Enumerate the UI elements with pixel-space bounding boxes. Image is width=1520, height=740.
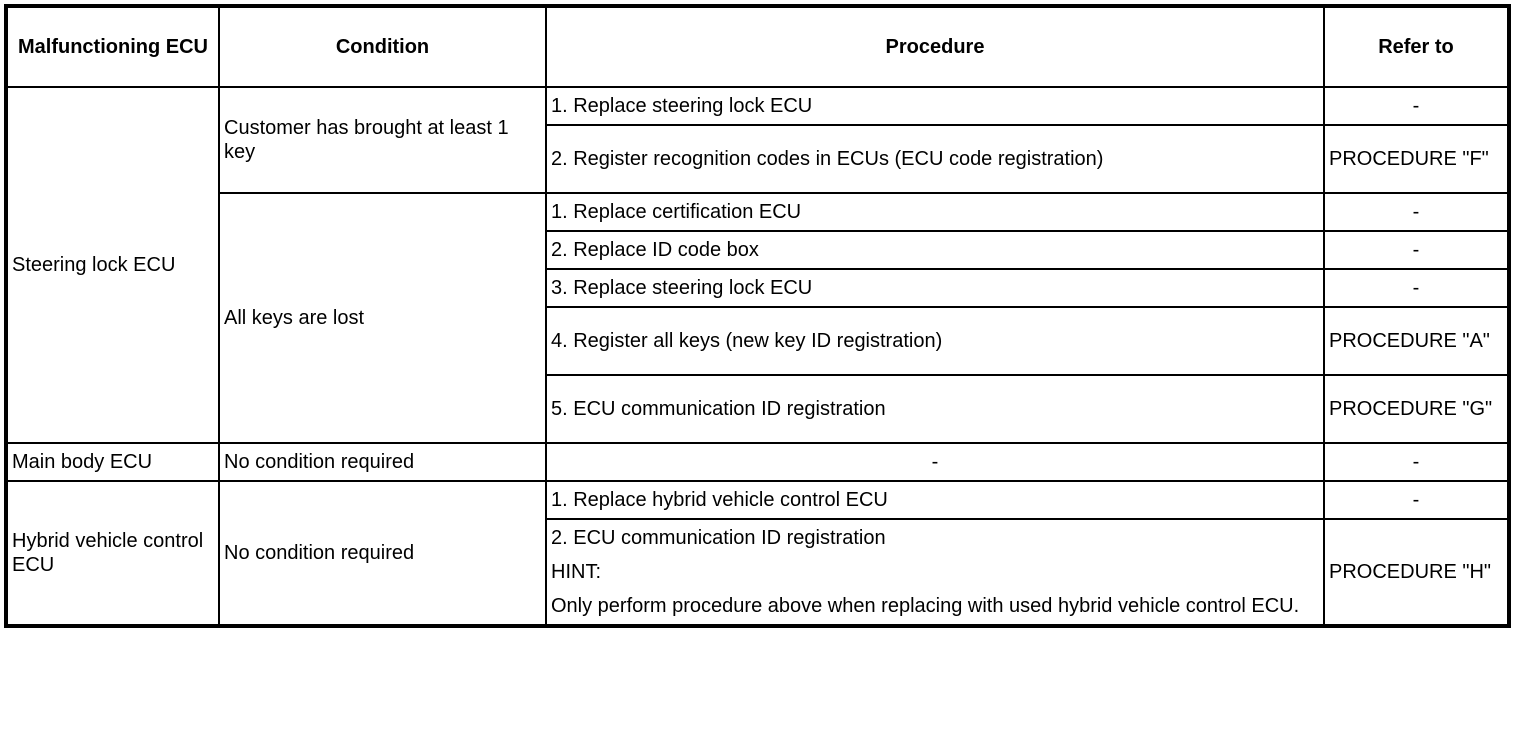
header-procedure: Procedure bbox=[546, 6, 1324, 87]
procedure-cell: 1. Replace hybrid vehicle control ECU bbox=[546, 481, 1324, 519]
procedure-cell: 5. ECU communication ID registration bbox=[546, 375, 1324, 443]
refer-cell: PROCEDURE "A" bbox=[1324, 307, 1509, 375]
refer-cell: PROCEDURE "H" bbox=[1324, 519, 1509, 626]
procedure-cell: - bbox=[546, 443, 1324, 481]
header-condition: Condition bbox=[219, 6, 546, 87]
table-row bbox=[6, 87, 1509, 125]
procedure-cell bbox=[546, 519, 1324, 626]
procedure-cell: 2. Register recognition codes in ECUs (ECU code registration) bbox=[546, 125, 1324, 193]
procedure-step: 2. ECU communication ID registration bbox=[551, 527, 886, 549]
table-row bbox=[6, 193, 1509, 231]
table-row bbox=[6, 481, 1509, 519]
refer-cell: PROCEDURE "F" bbox=[1324, 125, 1509, 193]
refer-cell: - bbox=[1324, 481, 1509, 519]
condition-cell: Customer has brought at least 1 key bbox=[219, 87, 546, 193]
condition-cell: No condition required bbox=[219, 443, 546, 481]
refer-cell: - bbox=[1324, 269, 1509, 307]
header-row bbox=[6, 6, 1509, 87]
procedure-cell: 1. Replace certification ECU bbox=[546, 193, 1324, 231]
procedure-cell: 1. Replace steering lock ECU bbox=[546, 87, 1324, 125]
procedure-cell: 3. Replace steering lock ECU bbox=[546, 269, 1324, 307]
hint-label: HINT: bbox=[551, 561, 601, 583]
header-refer-to: Refer to bbox=[1324, 6, 1509, 87]
refer-cell: - bbox=[1324, 443, 1509, 481]
ecu-cell: Steering lock ECU bbox=[6, 87, 219, 443]
condition-cell: No condition required bbox=[219, 481, 546, 626]
condition-cell: All keys are lost bbox=[219, 193, 546, 443]
table-row bbox=[6, 443, 1509, 481]
procedure-cell: 4. Register all keys (new key ID registration) bbox=[546, 307, 1324, 375]
ecu-cell: Hybrid vehicle control ECU bbox=[6, 481, 219, 626]
ecu-procedure-table bbox=[4, 4, 1511, 628]
ecu-cell: Main body ECU bbox=[6, 443, 219, 481]
procedure-cell: 2. Replace ID code box bbox=[546, 231, 1324, 269]
refer-cell: - bbox=[1324, 87, 1509, 125]
refer-cell: - bbox=[1324, 231, 1509, 269]
refer-cell: - bbox=[1324, 193, 1509, 231]
hint-text: Only perform procedure above when replacing with used hybrid vehicle control ECU. bbox=[551, 595, 1300, 617]
refer-cell: PROCEDURE "G" bbox=[1324, 375, 1509, 443]
header-malfunctioning-ecu: Malfunctioning ECU bbox=[6, 6, 219, 87]
